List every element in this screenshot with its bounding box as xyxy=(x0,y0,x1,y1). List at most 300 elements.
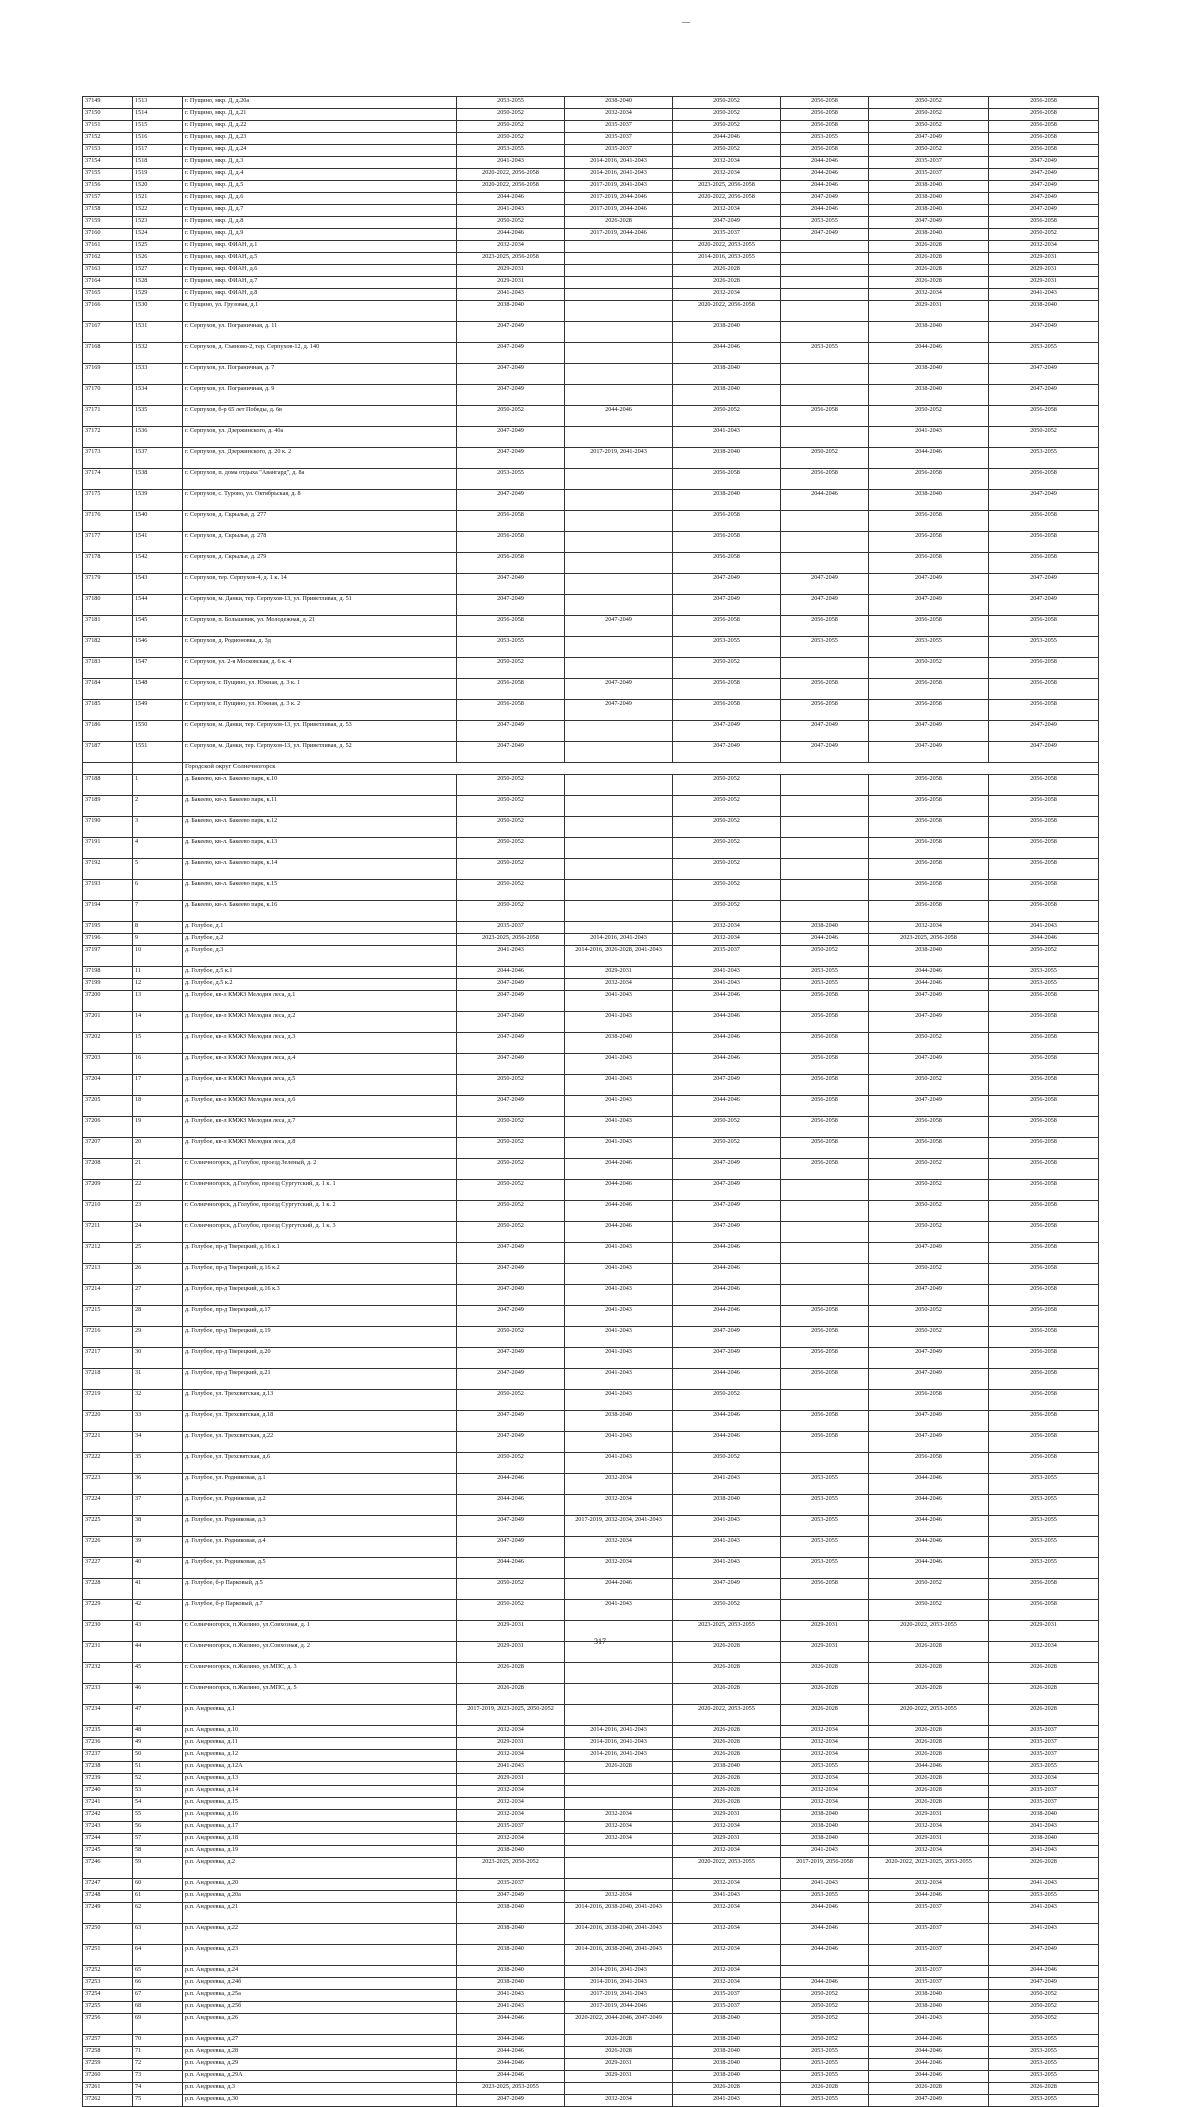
period-col-7-cell: 2056-2058 xyxy=(781,1369,869,1390)
period-col-7-cell: 2050-2052 xyxy=(781,448,869,469)
row-number-cell: 1520 xyxy=(133,181,183,193)
period-col-7-cell: 2056-2058 xyxy=(781,145,869,157)
period-col-5-cell xyxy=(565,277,673,289)
row-number-cell: 48 xyxy=(133,1726,183,1738)
table-row xyxy=(83,121,1099,133)
row-number-cell: 1537 xyxy=(133,448,183,469)
row-number-cell: 1 xyxy=(133,775,183,796)
period-col-5-cell: 2041-2043 xyxy=(565,1138,673,1159)
period-col-9-cell: 2035-2037 xyxy=(989,1786,1099,1798)
period-col-5-cell: 2041-2043 xyxy=(565,1012,673,1033)
period-col-8-cell: 2047-2049 xyxy=(869,1348,989,1369)
row-number-cell: 2 xyxy=(133,796,183,817)
row-number-cell: 1530 xyxy=(133,301,183,322)
address-cell: г. Серпухов, д. Родионовка, д. 3д xyxy=(183,637,457,658)
period-col-5-cell: 2032-2034 xyxy=(565,1891,673,1903)
period-col-5-cell: 2014-2016, 2041-2043 xyxy=(565,934,673,946)
table-row xyxy=(83,742,1099,763)
period-col-8-cell: 2038-2040 xyxy=(869,181,989,193)
period-col-9-cell: 2056-2058 xyxy=(989,1453,1099,1474)
period-col-9-cell: 2056-2058 xyxy=(989,1243,1099,1264)
period-col-6-cell: 2047-2049 xyxy=(673,217,781,229)
period-col-4-cell: 2050-2052 xyxy=(457,1180,565,1201)
period-col-5-cell: 2032-2034 xyxy=(565,1558,673,1579)
period-col-4-cell: 2053-2055 xyxy=(457,145,565,157)
period-col-5-cell xyxy=(565,427,673,448)
table-row xyxy=(83,595,1099,616)
table-row xyxy=(83,1945,1099,1966)
row-number-cell: 75 xyxy=(133,2095,183,2107)
row-number-cell: 1521 xyxy=(133,193,183,205)
row-id-cell: 37193 xyxy=(83,880,133,901)
period-col-6-cell: 2038-2040 xyxy=(673,2059,781,2071)
table-row xyxy=(83,364,1099,385)
period-col-5-cell: 2041-2043 xyxy=(565,1327,673,1348)
table-row xyxy=(83,169,1099,181)
period-col-7-cell: 2044-2046 xyxy=(781,181,869,193)
row-id-cell: 37151 xyxy=(83,121,133,133)
address-cell: д. Голубое, ул. Родниковая, д.5 xyxy=(183,1558,457,1579)
address-cell: г. Пущино, мкр. Д, д.7 xyxy=(183,205,457,217)
period-col-4-cell: 2050-2052 xyxy=(457,1453,565,1474)
row-number-cell: 12 xyxy=(133,979,183,991)
row-id-cell: 37243 xyxy=(83,1822,133,1834)
row-id-cell: 37168 xyxy=(83,343,133,364)
period-col-6-cell: 2026-2028 xyxy=(673,1663,781,1684)
period-col-6-cell: 2047-2049 xyxy=(673,1327,781,1348)
period-col-7-cell: 2038-2040 xyxy=(781,1810,869,1822)
row-number-cell: 40 xyxy=(133,1558,183,1579)
period-col-4-cell: 2050-2052 xyxy=(457,838,565,859)
address-cell: д. Голубое, кв-л КМЖЗ Мелодия леса, д.6 xyxy=(183,1096,457,1117)
period-col-5-cell: 2017-2019, 2044-2046 xyxy=(565,2002,673,2014)
period-col-5-cell: 2038-2040 xyxy=(565,97,673,109)
address-cell: д. Голубое, пр-д Тверецкий, д.20 xyxy=(183,1348,457,1369)
period-col-4-cell: 2053-2055 xyxy=(457,469,565,490)
row-id-cell: 37207 xyxy=(83,1138,133,1159)
period-col-8-cell: 2047-2049 xyxy=(869,1054,989,1075)
row-id-cell: 37169 xyxy=(83,364,133,385)
table-row xyxy=(83,193,1099,205)
row-id-cell: 37153 xyxy=(83,145,133,157)
row-id-cell: 37247 xyxy=(83,1879,133,1891)
period-col-4-cell: 2047-2049 xyxy=(457,427,565,448)
row-id-cell: 37166 xyxy=(83,301,133,322)
period-col-4-cell: 2047-2049 xyxy=(457,574,565,595)
period-col-8-cell: 2050-2052 xyxy=(869,145,989,157)
address-cell: г. Серпухов, м. Данки, тер. Серпухов-13, ул. Приветливая, д. 51 xyxy=(183,595,457,616)
period-col-7-cell: 2053-2055 xyxy=(781,343,869,364)
period-col-9-cell: 2056-2058 xyxy=(989,1327,1099,1348)
period-col-6-cell: 2014-2016, 2053-2055 xyxy=(673,253,781,265)
address-cell: д. Голубое, пр-д Тверецкий, д.16 к.3 xyxy=(183,1285,457,1306)
period-col-8-cell: 2047-2049 xyxy=(869,721,989,742)
address-cell: д. Голубое, ул. Родниковая, д.4 xyxy=(183,1537,457,1558)
period-col-9-cell: 2035-2037 xyxy=(989,1798,1099,1810)
row-id-cell: 37236 xyxy=(83,1738,133,1750)
period-col-6-cell: 2047-2049 xyxy=(673,1579,781,1600)
period-col-8-cell: 2038-2040 xyxy=(869,946,989,967)
address-cell: д. Голубое, кв-л КМЖЗ Мелодия леса, д.7 xyxy=(183,1117,457,1138)
period-col-9-cell: 2053-2055 xyxy=(989,2095,1099,2107)
row-id-cell: 37158 xyxy=(83,205,133,217)
period-col-8-cell: 2047-2049 xyxy=(869,1243,989,1264)
address-cell: р.п. Андреевка, д.11 xyxy=(183,1738,457,1750)
row-id-cell: 37248 xyxy=(83,1891,133,1903)
period-col-9-cell: 2047-2049 xyxy=(989,157,1099,169)
period-col-8-cell: 2056-2058 xyxy=(869,1117,989,1138)
row-id-cell: 37196 xyxy=(83,934,133,946)
period-col-6-cell: 2035-2037 xyxy=(673,946,781,967)
period-col-7-cell: 2032-2034 xyxy=(781,1774,869,1786)
period-col-5-cell: 2029-2031 xyxy=(565,2059,673,2071)
period-col-4-cell: 2047-2049 xyxy=(457,1369,565,1390)
table-row xyxy=(83,1012,1099,1033)
period-col-8-cell: 2053-2055 xyxy=(869,637,989,658)
table-row xyxy=(83,1966,1099,1978)
row-id-cell: 37244 xyxy=(83,1834,133,1846)
table-row xyxy=(83,532,1099,553)
address-cell: р.п. Андреевка, д.19 xyxy=(183,1846,457,1858)
period-col-4-cell: 2038-2040 xyxy=(457,1945,565,1966)
row-number-cell: 41 xyxy=(133,1579,183,1600)
period-col-6-cell: 2038-2040 xyxy=(673,385,781,406)
period-col-5-cell: 2017-2019, 2041-2043 xyxy=(565,1990,673,2002)
period-col-6-cell: 2020-2022, 2053-2055 xyxy=(673,1705,781,1726)
period-col-8-cell: 2047-2049 xyxy=(869,133,989,145)
period-col-6-cell: 2032-2034 xyxy=(673,922,781,934)
period-col-7-cell: 2041-2043 xyxy=(781,1879,869,1891)
address-cell: д. Голубое, пр-д Тверецкий, д.16 к.1 xyxy=(183,1243,457,1264)
period-col-7-cell: 2053-2055 xyxy=(781,1558,869,1579)
period-col-7-cell: 2056-2058 xyxy=(781,991,869,1012)
period-col-7-cell: 2050-2052 xyxy=(781,2002,869,2014)
period-col-9-cell: 2056-2058 xyxy=(989,1579,1099,1600)
period-col-4-cell: 2041-2043 xyxy=(457,289,565,301)
period-col-7-cell: 2032-2034 xyxy=(781,1738,869,1750)
row-number-cell: 1528 xyxy=(133,277,183,289)
table-row xyxy=(83,1096,1099,1117)
row-id-cell: 37218 xyxy=(83,1369,133,1390)
period-col-8-cell: 2047-2049 xyxy=(869,1369,989,1390)
period-col-5-cell xyxy=(565,289,673,301)
row-number-cell: 1529 xyxy=(133,289,183,301)
period-col-4-cell: 2050-2052 xyxy=(457,880,565,901)
period-col-7-cell: 2044-2046 xyxy=(781,1945,869,1966)
period-col-8-cell: 2050-2052 xyxy=(869,658,989,679)
period-col-5-cell xyxy=(565,253,673,265)
table-row xyxy=(83,1390,1099,1411)
period-col-5-cell: 2047-2049 xyxy=(565,616,673,637)
row-id-cell: 37188 xyxy=(83,775,133,796)
period-col-9-cell: 2035-2037 xyxy=(989,1750,1099,1762)
address-cell: р.п. Андреевка, д.20а xyxy=(183,1891,457,1903)
period-col-5-cell: 2041-2043 xyxy=(565,1348,673,1369)
period-col-9-cell: 2056-2058 xyxy=(989,97,1099,109)
period-col-8-cell: 2026-2028 xyxy=(869,253,989,265)
period-col-6-cell: 2026-2028 xyxy=(673,1642,781,1663)
table-row xyxy=(83,253,1099,265)
period-col-6-cell: 2050-2052 xyxy=(673,796,781,817)
period-col-7-cell: 2026-2028 xyxy=(781,1684,869,1705)
address-cell: г. Серпухов, д. Скрылья, д. 278 xyxy=(183,532,457,553)
period-col-4-cell: 2050-2052 xyxy=(457,1075,565,1096)
row-number-cell: 8 xyxy=(133,922,183,934)
table-row xyxy=(83,1786,1099,1798)
row-id-cell: 37240 xyxy=(83,1786,133,1798)
period-col-7-cell xyxy=(781,796,869,817)
period-col-7-cell: 2056-2058 xyxy=(781,1432,869,1453)
period-col-5-cell: 2032-2034 xyxy=(565,1810,673,1822)
row-number-cell: 69 xyxy=(133,2014,183,2035)
row-id-cell: 37189 xyxy=(83,796,133,817)
period-col-6-cell: 2044-2046 xyxy=(673,1264,781,1285)
period-col-4-cell: 2023-2025, 2056-2058 xyxy=(457,253,565,265)
address-cell: г. Пущино, мкр. Д, д.3 xyxy=(183,157,457,169)
address-cell: г. Пущино, мкр. ФИАН, д.8 xyxy=(183,289,457,301)
period-col-9-cell: 2050-2052 xyxy=(989,2002,1099,2014)
period-col-7-cell: 2056-2058 xyxy=(781,469,869,490)
table-row xyxy=(83,553,1099,574)
row-id-cell: 37202 xyxy=(83,1033,133,1054)
table-row xyxy=(83,721,1099,742)
period-col-4-cell: 2047-2049 xyxy=(457,1306,565,1327)
period-col-6-cell: 2044-2046 xyxy=(673,991,781,1012)
row-id-cell: 37194 xyxy=(83,901,133,922)
period-col-8-cell: 2035-2037 xyxy=(869,1924,989,1945)
row-id-cell: 37175 xyxy=(83,490,133,511)
period-col-5-cell: 2014-2016, 2038-2040, 2041-2043 xyxy=(565,1903,673,1924)
row-number-cell: 1534 xyxy=(133,385,183,406)
period-col-6-cell: 2044-2046 xyxy=(673,343,781,364)
address-cell: г. Пущино, мкр. Д, д.20а xyxy=(183,97,457,109)
address-cell: г. Серпухов, ул. Дзержинского, д. 40а xyxy=(183,427,457,448)
period-col-5-cell xyxy=(565,1786,673,1798)
address-cell: р.п. Андреевка, д.16 xyxy=(183,1810,457,1822)
period-col-9-cell: 2041-2043 xyxy=(989,1822,1099,1834)
period-col-8-cell: 2026-2028 xyxy=(869,1774,989,1786)
row-number-cell: 1540 xyxy=(133,511,183,532)
period-col-7-cell xyxy=(781,1222,869,1243)
address-cell: д. Голубое, ул. Трехсвятская, д.18 xyxy=(183,1411,457,1432)
period-col-4-cell: 2050-2052 xyxy=(457,796,565,817)
table-body xyxy=(83,97,1099,2107)
row-number-cell: 45 xyxy=(133,1663,183,1684)
period-col-6-cell: 2020-2022, 2053-2055 xyxy=(673,241,781,253)
period-col-9-cell: 2056-2058 xyxy=(989,553,1099,574)
period-col-8-cell: 2026-2028 xyxy=(869,277,989,289)
address-cell: р.п. Андреевка, д.3 xyxy=(183,2083,457,2095)
row-number-cell: 22 xyxy=(133,1180,183,1201)
row-number-cell: 7 xyxy=(133,901,183,922)
period-col-5-cell: 2029-2031 xyxy=(565,2071,673,2083)
period-col-4-cell: 2047-2049 xyxy=(457,364,565,385)
period-col-4-cell: 2050-2052 xyxy=(457,109,565,121)
period-col-4-cell: 2041-2043 xyxy=(457,2002,565,2014)
row-number-cell: 63 xyxy=(133,1924,183,1945)
row-number-cell: 1543 xyxy=(133,574,183,595)
address-cell: г. Серпухов, п. дома отдыха "Авангард", д. 8а xyxy=(183,469,457,490)
row-number-cell: 44 xyxy=(133,1642,183,1663)
table-row xyxy=(83,1846,1099,1858)
row-id-cell: 37239 xyxy=(83,1774,133,1786)
row-id-cell: 37246 xyxy=(83,1858,133,1879)
row-id-cell: 37255 xyxy=(83,2002,133,2014)
period-col-7-cell xyxy=(781,901,869,922)
period-col-6-cell: 2044-2046 xyxy=(673,1096,781,1117)
period-col-9-cell: 2041-2043 xyxy=(989,922,1099,934)
period-col-7-cell: 2026-2028 xyxy=(781,1663,869,1684)
period-col-7-cell: 2047-2049 xyxy=(781,721,869,742)
period-col-5-cell: 2017-2019, 2041-2043 xyxy=(565,448,673,469)
row-number-cell: 57 xyxy=(133,1834,183,1846)
period-col-7-cell xyxy=(781,1600,869,1621)
period-col-9-cell: 2056-2058 xyxy=(989,991,1099,1012)
period-col-8-cell: 2050-2052 xyxy=(869,1264,989,1285)
period-col-5-cell xyxy=(565,775,673,796)
period-col-6-cell: 2029-2031 xyxy=(673,1834,781,1846)
table-row xyxy=(83,1798,1099,1810)
period-col-8-cell: 2038-2040 xyxy=(869,2002,989,2014)
row-id-cell: 37152 xyxy=(83,133,133,145)
period-col-9-cell: 2050-2052 xyxy=(989,427,1099,448)
period-col-6-cell: 2047-2049 xyxy=(673,721,781,742)
row-id-cell: 37212 xyxy=(83,1243,133,1264)
period-col-5-cell: 2047-2049 xyxy=(565,679,673,700)
period-col-5-cell xyxy=(565,265,673,277)
row-id-cell: 37199 xyxy=(83,979,133,991)
period-col-7-cell: 2056-2058 xyxy=(781,1327,869,1348)
address-cell: р.п. Андреевка, д.10 xyxy=(183,1726,457,1738)
address-cell: р.п. Андреевка, д.14 xyxy=(183,1786,457,1798)
period-col-8-cell: 2056-2058 xyxy=(869,817,989,838)
period-col-6-cell: 2050-2052 xyxy=(673,1117,781,1138)
period-col-8-cell: 2026-2028 xyxy=(869,241,989,253)
table-row xyxy=(83,1537,1099,1558)
table-row xyxy=(83,796,1099,817)
period-col-6-cell: 2032-2034 xyxy=(673,1846,781,1858)
row-id-cell: 37176 xyxy=(83,511,133,532)
row-number-cell: 64 xyxy=(133,1945,183,1966)
period-col-5-cell: 2029-2031 xyxy=(565,967,673,979)
period-col-4-cell: 2038-2040 xyxy=(457,301,565,322)
period-col-5-cell xyxy=(565,658,673,679)
period-col-9-cell: 2047-2049 xyxy=(989,1945,1099,1966)
period-col-4-cell: 2032-2034 xyxy=(457,1798,565,1810)
period-col-4-cell: 2050-2052 xyxy=(457,217,565,229)
address-cell: д. Голубое, пр-д Тверецкий, д.21 xyxy=(183,1369,457,1390)
period-col-4-cell: 2050-2052 xyxy=(457,1117,565,1138)
period-col-4-cell: 2047-2049 xyxy=(457,322,565,343)
period-col-9-cell: 2047-2049 xyxy=(989,385,1099,406)
period-col-9-cell: 2056-2058 xyxy=(989,1285,1099,1306)
row-number-cell: 16 xyxy=(133,1054,183,1075)
row-id-cell: 37217 xyxy=(83,1348,133,1369)
period-col-9-cell: 2050-2052 xyxy=(989,946,1099,967)
period-col-8-cell: 2050-2052 xyxy=(869,1222,989,1243)
row-id-cell: 37214 xyxy=(83,1285,133,1306)
table-row xyxy=(83,133,1099,145)
period-col-9-cell: 2056-2058 xyxy=(989,1138,1099,1159)
period-col-5-cell: 2044-2046 xyxy=(565,1201,673,1222)
period-col-7-cell: 2044-2046 xyxy=(781,157,869,169)
row-id-cell: 37233 xyxy=(83,1684,133,1705)
period-col-6-cell: 2032-2034 xyxy=(673,934,781,946)
row-number-cell: 33 xyxy=(133,1411,183,1432)
period-col-7-cell xyxy=(781,658,869,679)
period-col-7-cell: 2026-2028 xyxy=(781,1705,869,1726)
address-cell: р.п. Андреевка, д.28 xyxy=(183,2047,457,2059)
row-id-cell: 37173 xyxy=(83,448,133,469)
table-row xyxy=(83,1822,1099,1834)
row-id-cell: 37150 xyxy=(83,109,133,121)
row-id-cell: 37229 xyxy=(83,1600,133,1621)
period-col-8-cell: 2035-2037 xyxy=(869,1945,989,1966)
period-col-7-cell xyxy=(781,1201,869,1222)
period-col-7-cell: 2053-2055 xyxy=(781,1891,869,1903)
row-number-cell: 5 xyxy=(133,859,183,880)
period-col-6-cell: 2050-2052 xyxy=(673,97,781,109)
period-col-4-cell: 2056-2058 xyxy=(457,700,565,721)
period-col-8-cell: 2056-2058 xyxy=(869,679,989,700)
row-number-cell: 1551 xyxy=(133,742,183,763)
address-cell: р.п. Андреевка, д.1 xyxy=(183,1705,457,1726)
row-id-cell: 37185 xyxy=(83,700,133,721)
period-col-9-cell: 2032-2034 xyxy=(989,241,1099,253)
period-col-7-cell xyxy=(781,277,869,289)
period-col-8-cell: 2026-2028 xyxy=(869,2083,989,2095)
period-col-6-cell: 2041-2043 xyxy=(673,967,781,979)
period-col-8-cell: 2047-2049 xyxy=(869,574,989,595)
period-col-8-cell: 2056-2058 xyxy=(869,859,989,880)
period-col-8-cell: 2050-2052 xyxy=(869,1075,989,1096)
table-row xyxy=(83,427,1099,448)
period-col-8-cell: 2026-2028 xyxy=(869,1738,989,1750)
period-col-5-cell xyxy=(565,1858,673,1879)
period-col-6-cell: 2050-2052 xyxy=(673,817,781,838)
period-col-8-cell: 2050-2052 xyxy=(869,406,989,427)
period-col-7-cell: 2053-2055 xyxy=(781,1516,869,1537)
address-cell: д. Голубое, д.3 xyxy=(183,946,457,967)
period-col-5-cell xyxy=(565,2083,673,2095)
period-col-8-cell: 2038-2040 xyxy=(869,322,989,343)
row-id-cell: 37245 xyxy=(83,1846,133,1858)
address-cell: д. Голубое, ул. Трехсвятская, д.13 xyxy=(183,1390,457,1411)
row-id-cell: 37258 xyxy=(83,2047,133,2059)
period-col-5-cell: 2014-2016, 2026-2028, 2041-2043 xyxy=(565,946,673,967)
row-number-cell: 70 xyxy=(133,2035,183,2047)
period-col-6-cell: 2056-2058 xyxy=(673,553,781,574)
period-col-8-cell: 2026-2028 xyxy=(869,265,989,277)
period-col-7-cell: 2053-2055 xyxy=(781,2047,869,2059)
period-col-6-cell: 2041-2043 xyxy=(673,1537,781,1558)
table-row xyxy=(83,1306,1099,1327)
period-col-4-cell: 2056-2058 xyxy=(457,616,565,637)
period-col-6-cell: 2041-2043 xyxy=(673,2095,781,2107)
period-col-5-cell: 2041-2043 xyxy=(565,1054,673,1075)
table-row xyxy=(83,490,1099,511)
period-col-6-cell: 2038-2040 xyxy=(673,322,781,343)
period-col-6-cell: 2026-2028 xyxy=(673,2083,781,2095)
table-row xyxy=(83,1762,1099,1774)
period-col-4-cell: 2023-2025, 2056-2058 xyxy=(457,934,565,946)
period-col-8-cell: 2029-2031 xyxy=(869,1810,989,1822)
row-number-cell: 52 xyxy=(133,1774,183,1786)
period-col-8-cell: 2050-2052 xyxy=(869,97,989,109)
row-number-cell: 1542 xyxy=(133,553,183,574)
table-row xyxy=(83,1879,1099,1891)
row-id-cell: 37210 xyxy=(83,1201,133,1222)
